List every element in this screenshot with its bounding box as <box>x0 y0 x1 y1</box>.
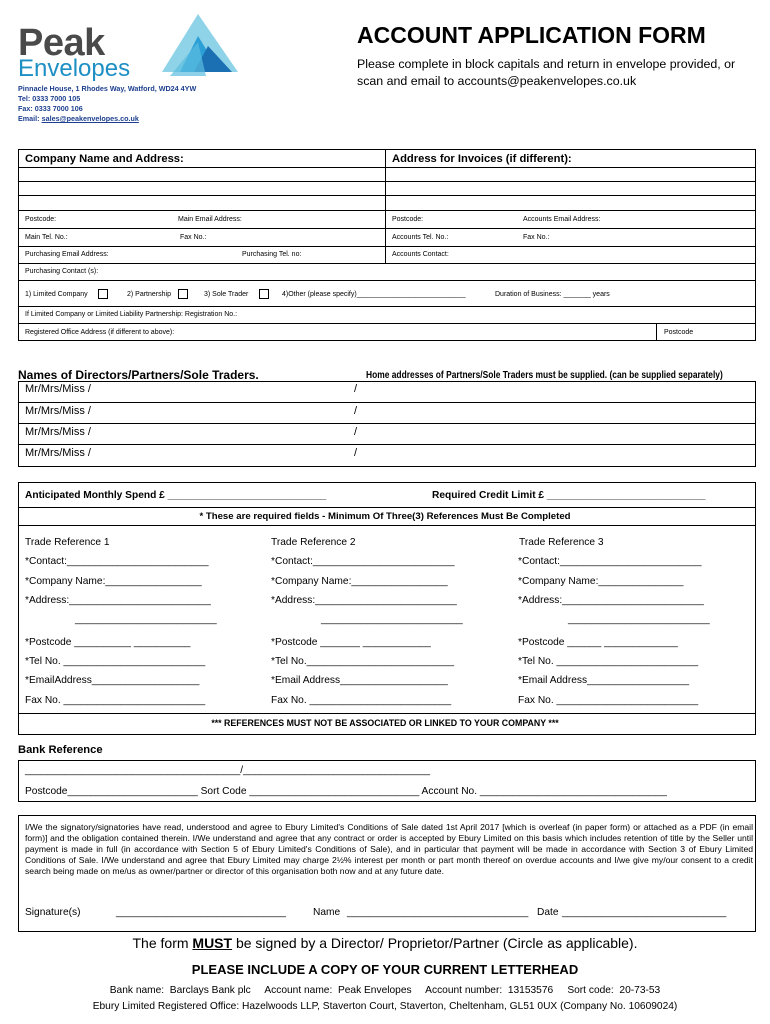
invoice-address-heading: Address for Invoices (if different): <box>392 153 572 165</box>
ref2-address-field[interactable]: *Address:_________________________ <box>271 595 457 606</box>
name-label: Name <box>313 907 341 918</box>
ref3-contact-field[interactable]: *Contact:_________________________ <box>518 556 702 567</box>
partnership-checkbox[interactable] <box>178 289 188 299</box>
home-address-note: Home addresses of Partners/Sole Traders must be supplied. (can be supplied separately) <box>366 370 723 381</box>
trade-ref-3-title: Trade Reference 3 <box>519 537 604 548</box>
ref2-address-line2[interactable]: _________________________ <box>321 614 463 625</box>
logo-peak: Peak <box>18 22 105 64</box>
director-row-3[interactable]: Mr/Mrs/Miss / <box>25 426 91 438</box>
bank-details-footer: Bank name: Barclays Bank plc Account name: Peak Envelopes Account number: 13153576 Sort code: 20-73-53 <box>109 985 661 996</box>
fax-label: Fax No.: <box>180 234 207 241</box>
ref3-email-field[interactable]: *Email Address__________________ <box>518 675 690 686</box>
must-word: MUST <box>192 935 233 951</box>
mountain-logo-icon <box>150 12 250 84</box>
sole-trader-checkbox[interactable] <box>259 289 269 299</box>
purchasing-email-label: Purchasing Email Address: <box>25 251 109 258</box>
ref2-company-field[interactable]: *Company Name:_________________ <box>271 576 448 587</box>
accounts-tel-label: Accounts Tel. No.: <box>392 234 449 241</box>
purchasing-tel-label: Purchasing Tel. no: <box>242 251 302 258</box>
ref1-contact-field[interactable]: *Contact:_________________________ <box>25 556 209 567</box>
name-field[interactable]: ________________________________ <box>347 907 529 918</box>
type-partnership-label: 2) Partnership <box>127 291 171 298</box>
limited-company-checkbox[interactable] <box>98 289 108 299</box>
ref1-postcode-field[interactable]: *Postcode __________ __________ <box>25 637 191 648</box>
main-email-label: Main Email Address: <box>178 216 242 223</box>
invoice-fax-label: Fax No.: <box>523 234 550 241</box>
ref3-company-field[interactable]: *Company Name:_______________ <box>518 576 684 587</box>
ref2-fax-field[interactable]: Fax No. _________________________ <box>271 695 452 706</box>
ref3-tel-field[interactable]: *Tel No. _________________________ <box>518 656 699 667</box>
duration-field[interactable]: Duration of Business: _______ years <box>495 291 610 298</box>
registered-office-footer: Ebury Limited Registered Office: Hazelwoods LLP, Staverton Court, Staverton, Cheltenham, GL51 0UX (Company No. 10609024) <box>92 1001 678 1012</box>
bank-details-field[interactable]: Postcode_______________________ Sort Code ______________________________ Account No. _________________________________ <box>25 786 667 797</box>
signature-label: Signature(s) <box>25 907 81 918</box>
company-email: Email: sales@peakenvelopes.co.uk <box>18 114 139 123</box>
declaration-text: I/We the signatory/signatories have read, understood and agree to Ebury Limited's Conditions of Sale dated 1st April 2017 [which is overleaf (in paper form) or attached as a PDF (in email form)] and the obligation contained therein. I/We understand and agree that any contract or order is accepted by Ebury Limited on this basis which includes retention of title by the Seller until payment is made in full (in accordance with Section 5 of Ebury Limited's Conditions of Sale), and in particular that payment will be made in accordance with Section 3 of Ebury Limited Conditions of Sale. I/We understand and agree that Ebury Limited may charge 2½% interest per month or part month thereof on overdue accounts and I/we give my/our consent to a credit search being made on me/us as owner/partner or director of this organisation both now and at any future date. <box>25 822 753 876</box>
director-row-1[interactable]: Mr/Mrs/Miss / <box>25 383 91 395</box>
ref2-contact-field[interactable]: *Contact:_________________________ <box>271 556 455 567</box>
director-slash: / <box>354 383 358 395</box>
email-link[interactable]: sales@peakenvelopes.co.uk <box>41 114 139 123</box>
ref3-postcode-field[interactable]: *Postcode ______ _____________ <box>518 637 678 648</box>
credit-limit-field[interactable]: Required Credit Limit £ ____________________________ <box>432 490 706 501</box>
ref1-company-field[interactable]: *Company Name:_________________ <box>25 576 202 587</box>
ref1-fax-field[interactable]: Fax No. _________________________ <box>25 695 206 706</box>
registered-office-label: Registered Office Address (if different to above): <box>25 329 175 336</box>
ref2-email-field[interactable]: *Email Address___________________ <box>271 675 448 686</box>
references-warning: *** REFERENCES MUST NOT BE ASSOCIATED OR LINKED TO YOUR COMPANY *** <box>211 718 559 728</box>
accounts-email-label: Accounts Email Address: <box>523 216 601 223</box>
director-slash: / <box>354 426 358 438</box>
logo-envelopes: Envelopes <box>18 55 131 82</box>
ref1-tel-field[interactable]: *Tel No. _________________________ <box>25 656 206 667</box>
ref2-tel-field[interactable]: *Tel No.__________________________ <box>271 656 454 667</box>
monthly-spend-field[interactable]: Anticipated Monthly Spend £ ____________________________ <box>25 490 327 501</box>
director-slash: / <box>354 405 358 417</box>
registered-postcode-label: Postcode <box>664 329 694 336</box>
ref1-address-line2[interactable]: _________________________ <box>75 614 217 625</box>
directors-heading: Names of Directors/Partners/Sole Traders. <box>18 368 259 382</box>
company-address: Pinnacle House, 1 Rhodes Way, Watford, WD24 4YW <box>18 84 197 93</box>
purchasing-contact-label: Purchasing Contact (s): <box>25 268 99 275</box>
director-row-4[interactable]: Mr/Mrs/Miss / <box>25 447 91 459</box>
bank-reference-heading: Bank Reference <box>18 744 103 756</box>
postcode-label: Postcode: <box>25 216 57 223</box>
form-subtitle: Please complete in block capitals and return in envelope provided, or scan and email to accounts@peakenvelopes.co.uk <box>357 57 736 88</box>
ref3-address-line2[interactable]: _________________________ <box>568 614 710 625</box>
must-sign-note: The form MUST be signed by a Director/ Proprietor/Partner (Circle as applicable). <box>132 935 638 951</box>
trade-ref-1-title: Trade Reference 1 <box>25 537 110 548</box>
trade-ref-2-title: Trade Reference 2 <box>271 537 356 548</box>
registration-label: If Limited Company or Limited Liability Partnership: Registration No.: <box>25 311 238 318</box>
director-row-2[interactable]: Mr/Mrs/Miss / <box>25 405 91 417</box>
ref3-fax-field[interactable]: Fax No. _________________________ <box>518 695 699 706</box>
type-other-field[interactable]: 4)Other (please specify)____________________________ <box>282 291 466 298</box>
accounts-contact-label: Accounts Contact: <box>392 251 449 258</box>
type-sole-trader-label: 3) Sole Trader <box>204 291 249 298</box>
company-tel: Tel: 0333 7000 105 <box>18 94 81 103</box>
ref1-email-field[interactable]: *EmailAddress___________________ <box>25 675 200 686</box>
form-title: ACCOUNT APPLICATION FORM <box>357 22 706 48</box>
type-limited-label: 1) Limited Company <box>25 291 88 298</box>
ref1-address-field[interactable]: *Address:_________________________ <box>25 595 211 606</box>
letterhead-note: PLEASE INCLUDE A COPY OF YOUR CURRENT LETTERHEAD <box>191 962 579 977</box>
required-fields-note: * These are required fields - Minimum Of Three(3) References Must Be Completed <box>199 511 571 522</box>
ref3-address-field[interactable]: *Address:_________________________ <box>518 595 704 606</box>
signature-field[interactable]: ______________________________ <box>116 907 286 918</box>
company-name-heading: Company Name and Address: <box>25 153 184 165</box>
date-field[interactable]: _____________________________ <box>562 907 727 918</box>
invoice-postcode-label: Postcode: <box>392 216 424 223</box>
directors-table <box>18 381 756 467</box>
company-fax: Fax: 0333 7000 106 <box>18 104 83 113</box>
director-slash: / <box>354 447 358 459</box>
date-label: Date <box>537 907 559 918</box>
ref2-postcode-field[interactable]: *Postcode _______ ____________ <box>271 637 431 648</box>
main-tel-label: Main Tel. No.: <box>25 234 68 241</box>
bank-name-field[interactable]: ______________________________________/_________________________________ <box>25 765 431 776</box>
